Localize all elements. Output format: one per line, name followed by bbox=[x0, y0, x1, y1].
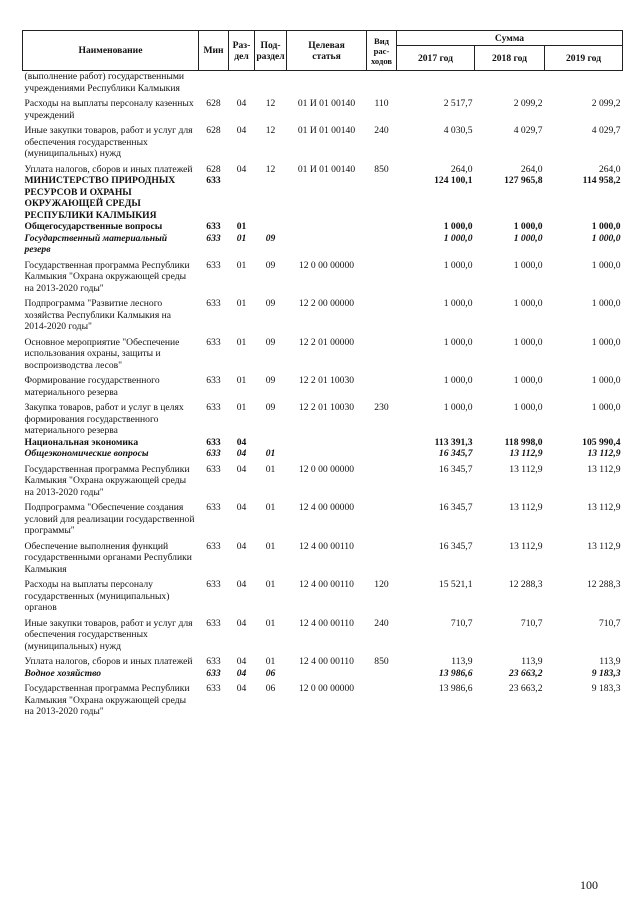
row-name: (выполнение работ) государственными учреждениями Республики Калмыкия bbox=[24, 71, 185, 94]
row-section-code: 01 bbox=[236, 232, 247, 244]
header-year-2018: 2018 год bbox=[475, 46, 545, 71]
row-section-code: 01 bbox=[236, 375, 247, 386]
row-sum-2019: 13 112,9 bbox=[587, 463, 621, 475]
row-sum-2018: 1 000,0 bbox=[513, 259, 543, 271]
row-expense-type bbox=[367, 256, 397, 295]
row-target-article bbox=[287, 448, 367, 460]
row-sum-2017: 1 000,0 bbox=[443, 298, 473, 309]
row-expense-type: 850 bbox=[374, 163, 389, 175]
row-section-code: 04 bbox=[236, 656, 247, 667]
row-sum-2017: 16 345,7 bbox=[438, 463, 473, 475]
row-ministry-code: 633 bbox=[206, 436, 221, 448]
row-sum-2019: 1 000,0 bbox=[591, 232, 621, 244]
row-sum-2018: 710,7 bbox=[520, 617, 543, 629]
row-subsection-code: 06 bbox=[265, 667, 276, 679]
row-ministry-code bbox=[199, 71, 229, 95]
table-row bbox=[23, 614, 623, 653]
row-sum-2019: 264,0 bbox=[598, 163, 621, 175]
row-ministry-code: 633 bbox=[206, 175, 221, 186]
row-expense-type bbox=[367, 668, 397, 680]
header-year-2019: 2019 год bbox=[545, 46, 623, 71]
table-row bbox=[23, 668, 623, 680]
row-sum-2018: 2 099,2 bbox=[513, 98, 543, 109]
row-ministry-code: 633 bbox=[206, 683, 221, 694]
row-subsection-code: 09 bbox=[265, 336, 276, 348]
row-sum-2019: 1 000,0 bbox=[591, 336, 621, 348]
row-ministry-code: 633 bbox=[206, 375, 221, 386]
row-section-code: 04 bbox=[236, 579, 247, 590]
row-target-article: 12 0 00 00000 bbox=[298, 683, 355, 694]
row-target-article: 12 0 00 00000 bbox=[298, 259, 355, 271]
row-subsection-code: 12 bbox=[265, 125, 276, 136]
row-target-article bbox=[287, 175, 367, 221]
row-subsection-code: 01 bbox=[265, 502, 276, 513]
row-subsection-code: 01 bbox=[265, 656, 276, 667]
row-expense-type bbox=[367, 175, 397, 221]
header-year-2017: 2017 год bbox=[397, 46, 475, 71]
row-sum-2018: 1 000,0 bbox=[513, 375, 543, 386]
row-section-code: 04 bbox=[236, 448, 247, 459]
row-sum-2017: 1 000,0 bbox=[443, 336, 473, 348]
row-expense-type bbox=[367, 679, 397, 718]
row-section-code bbox=[229, 175, 255, 221]
row-ministry-code: 633 bbox=[206, 259, 221, 271]
row-subsection-code bbox=[255, 221, 287, 233]
row-name: Уплата налогов, сборов и иных платежей bbox=[24, 163, 193, 175]
row-name: Государственная программа Республики Калмыкия "Охрана окружающей среды на 2013-2020 годы" bbox=[24, 683, 190, 717]
row-sum-2018: 12 288,3 bbox=[508, 579, 543, 590]
row-ministry-code: 633 bbox=[206, 336, 221, 348]
row-name: Государственная программа Республики Калмыкия "Охрана окружающей среды на 2013-2020 годы" bbox=[24, 259, 190, 294]
row-expense-type bbox=[367, 448, 397, 460]
row-sum-2018: 13 112,9 bbox=[509, 540, 543, 552]
row-name: Иные закупки товаров, работ и услуг для обеспечения государственных (муниципальных) нужд bbox=[24, 125, 193, 159]
row-ministry-code: 633 bbox=[206, 448, 221, 459]
row-section-code: 04 bbox=[236, 463, 247, 475]
row-sum-2017: 1 000,0 bbox=[443, 221, 473, 232]
table-row bbox=[23, 679, 623, 718]
row-target-article: 12 2 01 10030 bbox=[298, 375, 355, 386]
row-ministry-code: 633 bbox=[206, 540, 221, 552]
row-name: Подпрограмма "Развитие лесного хозяйства Республики Калмыкия на 2014-2020 годы" bbox=[24, 298, 172, 332]
row-expense-type: 120 bbox=[374, 579, 389, 590]
row-sum-2018: 23 663,2 bbox=[508, 667, 543, 679]
row-section-code: 01 bbox=[236, 336, 247, 348]
table-row bbox=[23, 233, 623, 256]
row-expense-type: 240 bbox=[374, 125, 389, 136]
row-sum-2017 bbox=[397, 71, 475, 95]
row-sum-2017: 1 000,0 bbox=[443, 402, 473, 413]
row-target-article: 12 2 01 00000 bbox=[298, 336, 355, 348]
row-name: Общеэкономические вопросы bbox=[24, 448, 149, 459]
table-row bbox=[23, 575, 623, 614]
row-target-article: 12 0 00 00000 bbox=[298, 463, 355, 475]
row-sum-2018: 13 112,9 bbox=[509, 502, 543, 513]
row-target-article: 01 И 01 00140 bbox=[297, 163, 356, 175]
row-sum-2019: 1 000,0 bbox=[591, 402, 621, 413]
row-subsection-code: 01 bbox=[265, 463, 276, 475]
row-name: Основное мероприятие "Обеспечение использования охраны, защиты и воспроизводства лесов" bbox=[24, 336, 180, 371]
row-sum-2017: 1 000,0 bbox=[443, 375, 473, 386]
row-target-article: 12 4 00 00110 bbox=[299, 617, 354, 629]
row-expense-type: 850 bbox=[374, 656, 389, 667]
row-section-code: 04 bbox=[236, 617, 247, 629]
row-section-code: 01 bbox=[236, 298, 247, 309]
row-name: МИНИСТЕРСТВО ПРИРОДНЫХ РЕСУРСОВ И ОХРАНЫ ОКРУЖАЮЩЕЙ СРЕДЫ РЕСПУБЛИКИ КАЛМЫКИЯ bbox=[24, 175, 176, 221]
table-body bbox=[23, 71, 623, 718]
row-ministry-code: 628 bbox=[206, 98, 221, 109]
row-sum-2018: 1 000,0 bbox=[513, 221, 543, 232]
row-name: Расходы на выплаты персоналу казенных учреждений bbox=[24, 98, 194, 121]
row-sum-2018: 127 965,8 bbox=[504, 175, 543, 186]
table-row bbox=[23, 460, 623, 499]
row-subsection-code: 09 bbox=[265, 232, 276, 244]
row-expense-type bbox=[367, 233, 397, 256]
row-ministry-code: 633 bbox=[206, 221, 221, 232]
row-target-article: 12 4 00 00110 bbox=[299, 579, 354, 590]
row-expense-type: 110 bbox=[374, 98, 389, 109]
row-sum-2019: 114 958,2 bbox=[582, 175, 621, 186]
row-name: Национальная экономика bbox=[24, 436, 139, 448]
row-ministry-code: 633 bbox=[206, 617, 221, 629]
row-target-article bbox=[287, 71, 367, 95]
table-row bbox=[23, 256, 623, 295]
row-expense-type bbox=[367, 437, 397, 449]
row-section-code: 04 bbox=[236, 98, 247, 109]
row-sum-2017: 710,7 bbox=[450, 617, 473, 629]
row-expense-type bbox=[367, 221, 397, 233]
row-sum-2017: 1 000,0 bbox=[443, 259, 473, 271]
row-subsection-code: 01 bbox=[265, 448, 276, 459]
row-subsection-code: 01 bbox=[265, 617, 276, 629]
row-section-code: 04 bbox=[236, 540, 247, 552]
row-subsection-code: 12 bbox=[265, 163, 276, 175]
row-sum-2017: 13 986,6 bbox=[438, 667, 473, 679]
row-ministry-code: 633 bbox=[206, 667, 221, 679]
row-section-code: 04 bbox=[236, 163, 247, 175]
row-name: Уплата налогов, сборов и иных платежей bbox=[24, 656, 193, 667]
table-row bbox=[23, 121, 623, 160]
row-expense-type bbox=[367, 498, 397, 537]
row-sum-2017: 113 391,3 bbox=[434, 436, 473, 448]
row-sum-2019: 113,9 bbox=[599, 656, 621, 667]
row-expense-type: 240 bbox=[374, 617, 389, 629]
row-sum-2017: 15 521,1 bbox=[438, 579, 473, 590]
row-section-code: 04 bbox=[236, 502, 247, 513]
row-subsection-code: 09 bbox=[265, 298, 276, 309]
row-name: Государственный материальный резерв bbox=[24, 232, 168, 255]
row-target-article bbox=[287, 221, 367, 233]
table-row bbox=[23, 448, 623, 460]
row-sum-2019: 1 000,0 bbox=[591, 375, 621, 386]
row-subsection-code bbox=[255, 437, 287, 449]
row-subsection-code: 09 bbox=[265, 375, 276, 386]
budget-sheet bbox=[22, 30, 622, 718]
row-subsection-code: 09 bbox=[265, 259, 276, 271]
row-sum-2019: 1 000,0 bbox=[591, 221, 621, 232]
header-target-article: Целевая статья bbox=[287, 31, 367, 71]
table-row bbox=[23, 398, 623, 437]
row-target-article bbox=[287, 668, 367, 680]
row-sum-2017: 1 000,0 bbox=[443, 232, 473, 244]
row-section-code: 04 bbox=[236, 667, 247, 679]
row-section-code: 01 bbox=[236, 402, 247, 413]
row-section-code: 04 bbox=[236, 683, 247, 694]
row-sum-2019: 1 000,0 bbox=[591, 259, 621, 271]
table-row bbox=[23, 221, 623, 233]
row-sum-2018: 1 000,0 bbox=[513, 232, 543, 244]
row-target-article bbox=[287, 437, 367, 449]
table-row bbox=[23, 175, 623, 221]
header-razdel: Раз- дел bbox=[229, 31, 255, 71]
row-sum-2018: 264,0 bbox=[520, 163, 543, 175]
header-expense-type: Вид рас- ходов bbox=[367, 31, 397, 71]
row-target-article bbox=[287, 233, 367, 256]
row-sum-2018: 23 663,2 bbox=[508, 683, 543, 694]
row-ministry-code: 633 bbox=[206, 502, 221, 513]
table-row bbox=[23, 94, 623, 121]
row-expense-type bbox=[367, 71, 397, 95]
table-row bbox=[23, 371, 623, 398]
row-ministry-code: 633 bbox=[206, 463, 221, 475]
table-row bbox=[23, 294, 623, 333]
row-sum-2019: 4 029,7 bbox=[591, 125, 621, 136]
row-target-article: 12 2 00 00000 bbox=[298, 298, 355, 309]
row-sum-2018: 13 112,9 bbox=[509, 463, 543, 475]
row-sum-2019 bbox=[545, 71, 623, 95]
row-ministry-code: 633 bbox=[206, 232, 221, 244]
table-row bbox=[23, 498, 623, 537]
row-name: Иные закупки товаров, работ и услуг для обеспечения государственных (муниципальных) нужд bbox=[24, 617, 193, 652]
row-ministry-code: 628 bbox=[206, 163, 221, 175]
header-min: Мин bbox=[199, 31, 229, 71]
row-sum-2018 bbox=[475, 71, 545, 95]
row-name: Государственная программа Республики Калмыкия "Охрана окружающей среды на 2013-2020 годы" bbox=[24, 463, 190, 498]
row-sum-2019: 710,7 bbox=[598, 617, 621, 629]
row-sum-2018: 118 998,0 bbox=[504, 436, 543, 448]
row-sum-2017: 2 517,7 bbox=[443, 98, 473, 109]
row-target-article: 12 4 00 00000 bbox=[298, 502, 355, 513]
row-sum-2018: 4 029,7 bbox=[513, 125, 543, 136]
row-sum-2017: 16 345,7 bbox=[438, 448, 473, 459]
row-sum-2017: 13 986,6 bbox=[438, 683, 473, 694]
row-sum-2019: 9 183,3 bbox=[591, 683, 621, 694]
row-expense-type bbox=[367, 333, 397, 372]
row-target-article: 12 2 01 10030 bbox=[298, 402, 355, 413]
row-section-code: 01 bbox=[236, 259, 247, 271]
page-number: 100 bbox=[580, 878, 598, 892]
row-section-code bbox=[229, 71, 255, 95]
row-expense-type bbox=[367, 294, 397, 333]
table-row bbox=[23, 160, 623, 176]
row-name: Подпрограмма "Обеспечение создания условий для реализации государственной программы" bbox=[24, 502, 195, 536]
table-row bbox=[23, 652, 623, 668]
row-name: Водное хозяйство bbox=[24, 667, 102, 679]
row-ministry-code: 628 bbox=[206, 125, 221, 136]
row-target-article: 01 И 01 00140 bbox=[297, 125, 356, 136]
header-podrazdel: Под- раздел bbox=[255, 31, 287, 71]
row-target-article: 12 4 00 00110 bbox=[299, 656, 354, 667]
row-expense-type: 230 bbox=[374, 402, 389, 413]
row-name: Закупка товаров, работ и услуг в целях формирования государственного материального резерва bbox=[24, 402, 184, 436]
row-ministry-code: 633 bbox=[206, 298, 221, 309]
row-ministry-code: 633 bbox=[206, 579, 221, 590]
row-ministry-code: 633 bbox=[206, 402, 221, 413]
row-sum-2018: 1 000,0 bbox=[513, 336, 543, 348]
row-sum-2019: 2 099,2 bbox=[591, 98, 621, 109]
table-row bbox=[23, 537, 623, 576]
header-sum: Сумма bbox=[397, 31, 623, 46]
row-sum-2018: 113,9 bbox=[521, 656, 543, 667]
row-sum-2018: 13 112,9 bbox=[509, 448, 543, 459]
row-sum-2018: 1 000,0 bbox=[513, 298, 543, 309]
row-section-code: 04 bbox=[236, 125, 247, 136]
row-sum-2019: 13 112,9 bbox=[587, 540, 621, 552]
table-row bbox=[23, 437, 623, 449]
row-sum-2017: 264,0 bbox=[450, 163, 473, 175]
row-target-article: 01 И 01 00140 bbox=[297, 98, 356, 109]
row-expense-type bbox=[367, 537, 397, 576]
row-sum-2019: 105 990,4 bbox=[582, 436, 621, 448]
row-sum-2017: 113,9 bbox=[451, 656, 473, 667]
row-subsection-code bbox=[255, 71, 287, 95]
row-sum-2019: 12 288,3 bbox=[586, 579, 621, 590]
row-sum-2017: 16 345,7 bbox=[438, 502, 473, 513]
row-subsection-code: 09 bbox=[265, 402, 276, 413]
row-sum-2017: 4 030,5 bbox=[443, 125, 473, 136]
row-name: Обеспечение выполнения функций государственными органами Республики Калмыкия bbox=[24, 540, 192, 575]
row-section-code: 01 bbox=[236, 221, 247, 232]
row-sum-2019: 9 183,3 bbox=[591, 667, 621, 679]
row-name: Общегосударственные вопросы bbox=[24, 221, 163, 232]
row-ministry-code: 633 bbox=[206, 656, 221, 667]
row-expense-type bbox=[367, 460, 397, 499]
row-sum-2019: 1 000,0 bbox=[591, 298, 621, 309]
row-section-code: 04 bbox=[236, 436, 247, 448]
row-name: Формирование государственного материального резерва bbox=[24, 375, 160, 398]
row-subsection-code: 01 bbox=[265, 579, 276, 590]
row-sum-2017: 16 345,7 bbox=[438, 540, 473, 552]
table-row bbox=[23, 71, 623, 95]
row-subsection-code: 06 bbox=[265, 683, 276, 694]
row-expense-type bbox=[367, 371, 397, 398]
row-sum-2019: 13 112,9 bbox=[587, 448, 621, 459]
budget-table bbox=[22, 30, 623, 718]
row-target-article: 12 4 00 00110 bbox=[299, 540, 354, 552]
row-subsection-code bbox=[255, 175, 287, 221]
table-row bbox=[23, 333, 623, 372]
row-sum-2018: 1 000,0 bbox=[513, 402, 543, 413]
row-subsection-code: 01 bbox=[265, 540, 276, 552]
row-sum-2017: 124 100,1 bbox=[434, 175, 473, 186]
row-sum-2019: 13 112,9 bbox=[587, 502, 621, 513]
row-subsection-code: 12 bbox=[265, 98, 276, 109]
header-name: Наименование bbox=[23, 31, 199, 71]
row-name: Расходы на выплаты персоналу государственных (муниципальных) органов bbox=[24, 579, 170, 613]
